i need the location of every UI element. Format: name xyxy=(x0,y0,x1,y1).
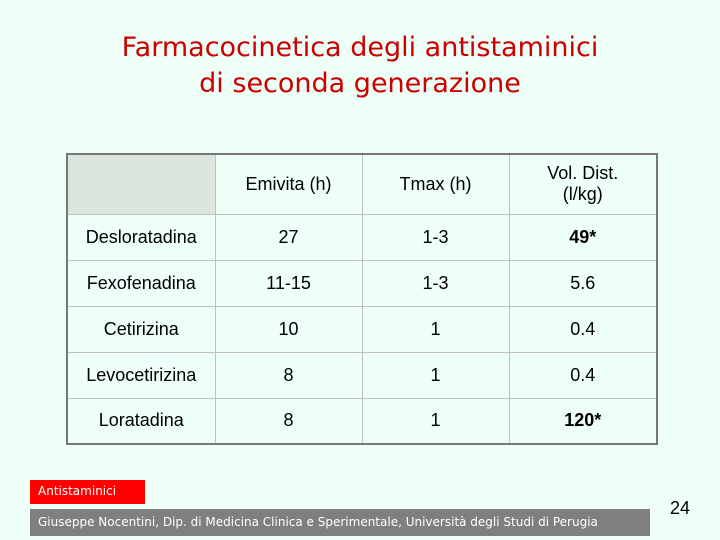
emivita-value: 27 xyxy=(215,214,362,260)
vol-dist-value: 49* xyxy=(509,214,657,260)
vol-dist-value: 0.4 xyxy=(509,306,657,352)
pharmacokinetics-table xyxy=(66,153,658,445)
table-row xyxy=(67,398,657,444)
slide-title-line2: di seconda generazione xyxy=(199,68,521,99)
table-row xyxy=(67,214,657,260)
slide-title-line1: Farmacocinetica degli antistaminici xyxy=(121,32,599,63)
vol-dist-value: 0.4 xyxy=(509,352,657,398)
table-row xyxy=(67,306,657,352)
drug-name: Fexofenadina xyxy=(67,260,215,306)
emivita-value: 8 xyxy=(215,352,362,398)
tmax-value: 1 xyxy=(362,306,509,352)
page-number: 24 xyxy=(670,498,691,518)
table-row xyxy=(67,260,657,306)
header-tmax: Tmax (h) xyxy=(362,154,509,214)
table-row xyxy=(67,352,657,398)
tmax-value: 1-3 xyxy=(362,214,509,260)
drug-name: Cetirizina xyxy=(67,306,215,352)
vol-dist-value: 5.6 xyxy=(509,260,657,306)
header-vol-dist: Vol. Dist. (l/kg) xyxy=(509,154,657,214)
header-emivita: Emivita (h) xyxy=(215,154,362,214)
table-header-row xyxy=(67,154,657,214)
vol-dist-value: 120* xyxy=(509,398,657,444)
tmax-value: 1 xyxy=(362,352,509,398)
slide-title xyxy=(0,30,720,102)
tmax-value: 1 xyxy=(362,398,509,444)
drug-name: Desloratadina xyxy=(67,214,215,260)
emivita-value: 8 xyxy=(215,398,362,444)
emivita-value: 10 xyxy=(215,306,362,352)
tmax-value: 1-3 xyxy=(362,260,509,306)
drug-name: Levocetirizina xyxy=(67,352,215,398)
drug-name: Loratadina xyxy=(67,398,215,444)
emivita-value: 11-15 xyxy=(215,260,362,306)
header-corner-cell xyxy=(67,154,215,214)
section-tag: Antistaminici xyxy=(30,480,145,504)
footer-credit: Giuseppe Nocentini, Dip. di Medicina Clinica e Sperimentale, Università degli Studi di Perugia xyxy=(30,509,650,536)
